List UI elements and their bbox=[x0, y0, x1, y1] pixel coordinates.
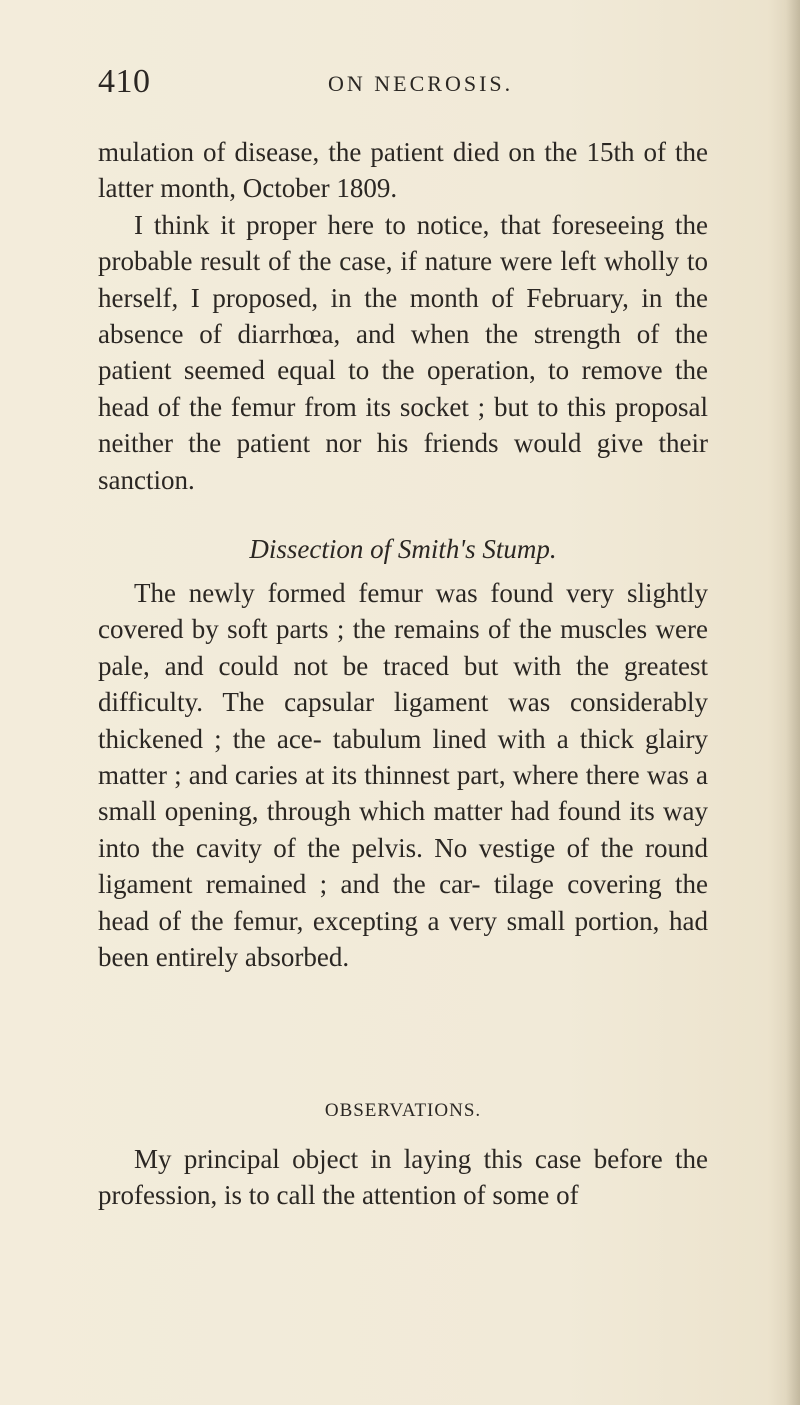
running-head bbox=[98, 62, 708, 102]
page-number: 410 bbox=[98, 63, 151, 100]
section-heading-dissection: Dissection of Smith's Stump. bbox=[249, 534, 557, 564]
page-edge-shadow bbox=[786, 0, 800, 1405]
text-block-observations bbox=[98, 1141, 708, 1214]
text-block-dissection bbox=[98, 575, 708, 975]
paragraph-continuation: mulation of disease, the patient died on the 15th of the latter month, October 1809. bbox=[98, 137, 708, 204]
paragraph-proposal: I think it proper here to notice, that foreseeing the probable result of the case, if nature were left wholly to herself, I proposed, in the month of February, in the absence of diarrhœa, and when the strength of the patient seemed equal to the operation, to remove the head of the femur from its socket ; but to this proposal neither the patient nor his friends would give their sanction. bbox=[98, 209, 708, 495]
paragraph-dissection: The newly formed femur was found very slightly covered by soft parts ; the remains of the muscles were pale, and could not be traced but with the greatest difficulty. The capsular ligament was considerably thickened ; the ace- tabulum lined with a thick glairy matter ; and caries at its thinnest part, where there was a small opening, through which matter had found its way into the cavity of the pelvis. No vestige of the round ligament remained ; and the car- tilage covering the head of the femur, excepting a very small portion, had been entirely absorbed. bbox=[98, 578, 708, 973]
section-heading-observations: OBSERVATIONS. bbox=[324, 1100, 482, 1121]
running-title: ON NECROSIS. bbox=[328, 71, 514, 96]
paragraph-observations: My principal object in laying this case before the profession, is to call the attention of some of bbox=[98, 1144, 708, 1211]
text-block-opening bbox=[98, 134, 708, 498]
